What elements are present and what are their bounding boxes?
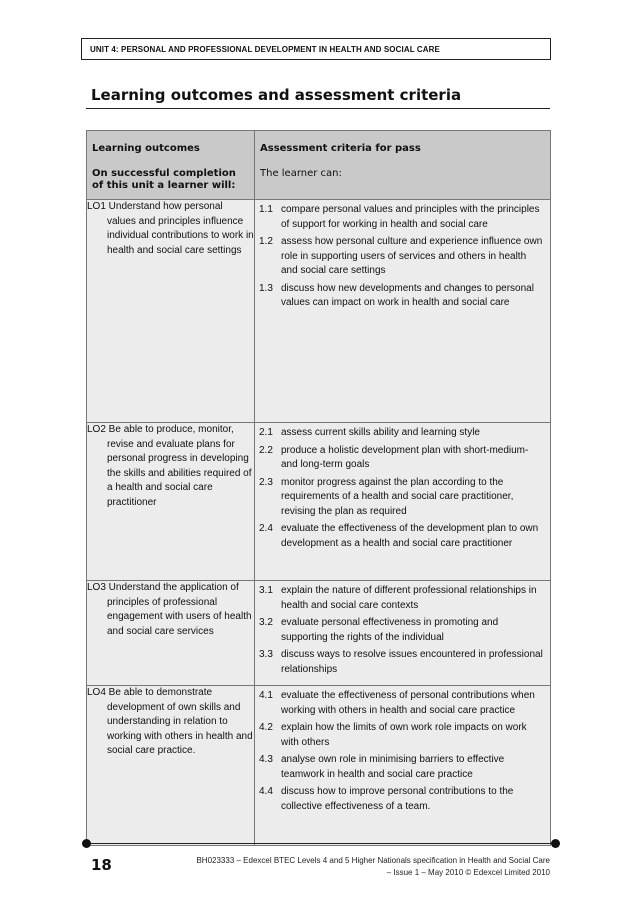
criterion-text: evaluate personal effectiveness in promoting and supporting the rights of the individual	[281, 617, 499, 643]
criterion-item	[255, 584, 550, 613]
header-cell-criteria	[255, 131, 551, 200]
criterion-text: evaluate the effectiveness of personal contributions when working with others in health and social care practice	[281, 690, 535, 716]
criterion-text: compare personal values and principles with the principles of support for working in health and social care	[281, 204, 540, 230]
criterion-number: 4.3	[259, 754, 273, 765]
learning-outcomes-table	[86, 130, 551, 846]
col2-subtitle: The learner can:	[260, 167, 342, 179]
criterion-item	[255, 648, 550, 677]
criterion-number: 3.2	[259, 617, 273, 628]
table-row	[87, 581, 551, 686]
criteria-cell	[255, 686, 551, 846]
learning-outcome-text: LO3 Understand the application of principles of professional engagement with users of health and social care services	[87, 582, 252, 637]
criterion-item	[255, 616, 550, 645]
table-header-row	[87, 131, 551, 200]
table-row	[87, 423, 551, 581]
criterion-text: explain the nature of different professional relationships in health and social care contexts	[281, 585, 537, 611]
table-row	[87, 200, 551, 423]
page-number: 18	[91, 856, 112, 874]
criterion-item	[255, 721, 550, 750]
criterion-number: 2.1	[259, 427, 273, 438]
criterion-number: 3.1	[259, 585, 273, 596]
criterion-item	[255, 426, 550, 441]
criteria-cell	[255, 200, 551, 423]
criterion-number: 1.2	[259, 236, 273, 247]
learning-outcome-cell	[87, 200, 255, 423]
col1-title: Learning outcomes	[92, 143, 200, 154]
criterion-text: assess how personal culture and experience influence own role in supporting users of services and others in health and social care settings	[281, 236, 543, 276]
criterion-item	[255, 689, 550, 718]
criterion-number: 1.1	[259, 204, 273, 215]
criterion-item	[255, 522, 550, 551]
footer-line-1: BH023333 – Edexcel BTEC Levels 4 and 5 Higher Nationals specification in Health and Social Care	[196, 856, 550, 865]
learning-outcome-text: LO2 Be able to produce, monitor, revise and evaluate plans for personal progress in developing the skills and abilities required of a health and social care practitioner	[87, 424, 252, 508]
criterion-number: 2.2	[259, 444, 273, 456]
criterion-number: 4.2	[259, 722, 273, 733]
learning-outcome-text: LO4 Be able to demonstrate development of own skills and understanding in relation to working with others in health and social care practice.	[87, 687, 253, 756]
header-cell-outcomes	[87, 131, 255, 200]
criterion-text: discuss how new developments and changes to personal values can impact on work in health and social care	[281, 282, 534, 308]
criterion-number: 1.3	[259, 282, 273, 294]
learning-outcome-cell	[87, 686, 255, 846]
criterion-item	[255, 203, 550, 232]
criterion-text: assess current skills ability and learning style	[281, 427, 480, 438]
criterion-text: analyse own role in minimising barriers to effective teamwork in health and social care practice	[281, 754, 505, 780]
footer-rule	[86, 843, 556, 844]
section-title: Learning outcomes and assessment criteria	[91, 86, 462, 104]
criterion-item	[255, 753, 550, 782]
footer-line-2: – Issue 1 – May 2010 © Edexcel Limited 2010	[386, 868, 550, 877]
criterion-text: explain how the limits of own work role impacts on work with others	[281, 722, 527, 748]
col1-subtitle: On successful completion of this unit a learner will:	[92, 167, 236, 191]
footer-dot-right	[551, 839, 560, 848]
criterion-item	[255, 282, 550, 311]
criterion-number: 2.4	[259, 523, 273, 534]
criterion-text: discuss ways to resolve issues encountered in professional relationships	[281, 649, 543, 675]
learning-outcome-cell	[87, 581, 255, 686]
criteria-cell	[255, 581, 551, 686]
criterion-item	[255, 235, 550, 279]
learning-outcome-text: LO1 Understand how personal values and principles influence individual contributions to work in health and social care settings	[87, 201, 254, 256]
criterion-item	[255, 444, 550, 473]
criterion-item	[255, 785, 550, 814]
footer-text	[196, 855, 550, 879]
criterion-text: discuss how to improve personal contributions to the collective effectiveness of a team.	[281, 786, 514, 812]
running-header-text: UNIT 4: PERSONAL AND PROFESSIONAL DEVELOPMENT IN HEALTH AND SOCIAL CARE	[90, 44, 440, 54]
criterion-number: 3.3	[259, 649, 273, 660]
criterion-number: 2.3	[259, 476, 273, 488]
learning-outcome-cell	[87, 423, 255, 581]
running-header	[81, 38, 551, 60]
criterion-text: produce a holistic development plan with short-medium- and long-term goals	[281, 444, 529, 470]
table-row	[87, 686, 551, 846]
criterion-number: 4.1	[259, 690, 273, 701]
col2-title: Assessment criteria for pass	[260, 143, 421, 154]
footer-dot-left	[82, 839, 91, 848]
criterion-text: monitor progress against the plan according to the requirements of a health and social care practitioner, revising the plan as required	[281, 476, 514, 517]
criterion-number: 4.4	[259, 786, 273, 797]
criteria-cell	[255, 423, 551, 581]
criterion-text: evaluate the effectiveness of the development plan to own development as a health and social care practitioner	[281, 523, 539, 549]
criterion-item	[255, 476, 550, 520]
title-rule	[86, 108, 550, 109]
